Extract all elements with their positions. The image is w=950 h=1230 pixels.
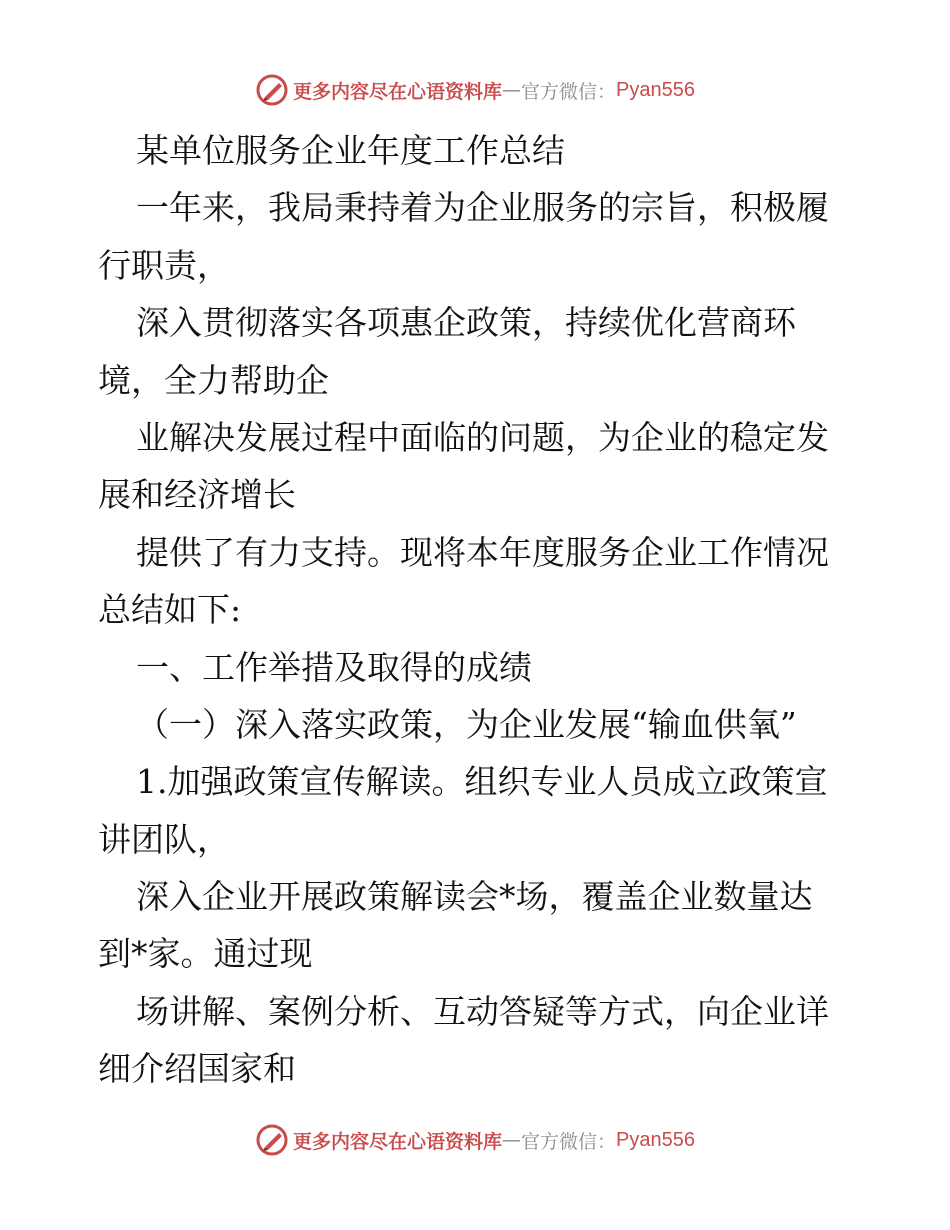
watermark-footer bbox=[0, 1120, 950, 1160]
text-line: 行职责， bbox=[98, 245, 230, 285]
section-heading: 一、工作举措及取得的成绩 bbox=[136, 647, 532, 687]
text-line: 场讲解、案例分析、互动答疑等方式，向企业详 bbox=[136, 991, 829, 1031]
text-line: 深入企业开展政策解读会*场，覆盖企业数量达 bbox=[136, 877, 813, 917]
text-line: 业解决发展过程中面临的问题，为企业的稳定发 bbox=[136, 417, 829, 457]
text-line: 讲团队， bbox=[98, 819, 230, 859]
subsection-heading: （一）深入落实政策，为企业发展“输血供氧” bbox=[136, 704, 797, 744]
document-title: 某单位服务企业年度工作总结 bbox=[136, 131, 565, 170]
pen-circle-logo-icon bbox=[255, 1123, 289, 1157]
text-line: 境，全力帮助企 bbox=[98, 360, 329, 400]
text-line: 1.加强政策宣传解读。组织专业人员成立政策宣 bbox=[136, 762, 828, 802]
watermark-id: Pyan556 bbox=[616, 1128, 695, 1151]
watermark-main-text: 更多内容尽在心语资料库 bbox=[293, 1130, 503, 1153]
watermark-separator: — bbox=[502, 79, 522, 101]
watermark-sub-text: 官方微信： bbox=[521, 80, 617, 103]
text-line: 到*家。通过现 bbox=[98, 934, 313, 974]
text-line: 深入贯彻落实各项惠企政策，持续优化营商环 bbox=[136, 303, 796, 343]
watermark-main-text: 更多内容尽在心语资料库 bbox=[293, 80, 503, 103]
text-line: 细介绍国家和 bbox=[98, 1049, 296, 1089]
watermark-separator: — bbox=[502, 1129, 522, 1151]
watermark-header bbox=[0, 70, 950, 110]
watermark-sub-text: 官方微信： bbox=[521, 1130, 617, 1153]
text-line: 展和经济增长 bbox=[98, 475, 296, 515]
pen-circle-logo-icon bbox=[255, 73, 289, 107]
text-line: 一年来，我局秉持着为企业服务的宗旨，积极履 bbox=[136, 188, 829, 228]
document-body bbox=[98, 122, 860, 1098]
watermark-id: Pyan556 bbox=[616, 78, 695, 101]
text-line: 提供了有力支持。现将本年度服务企业工作情况 bbox=[136, 532, 829, 572]
text-line: 总结如下: bbox=[98, 590, 242, 630]
